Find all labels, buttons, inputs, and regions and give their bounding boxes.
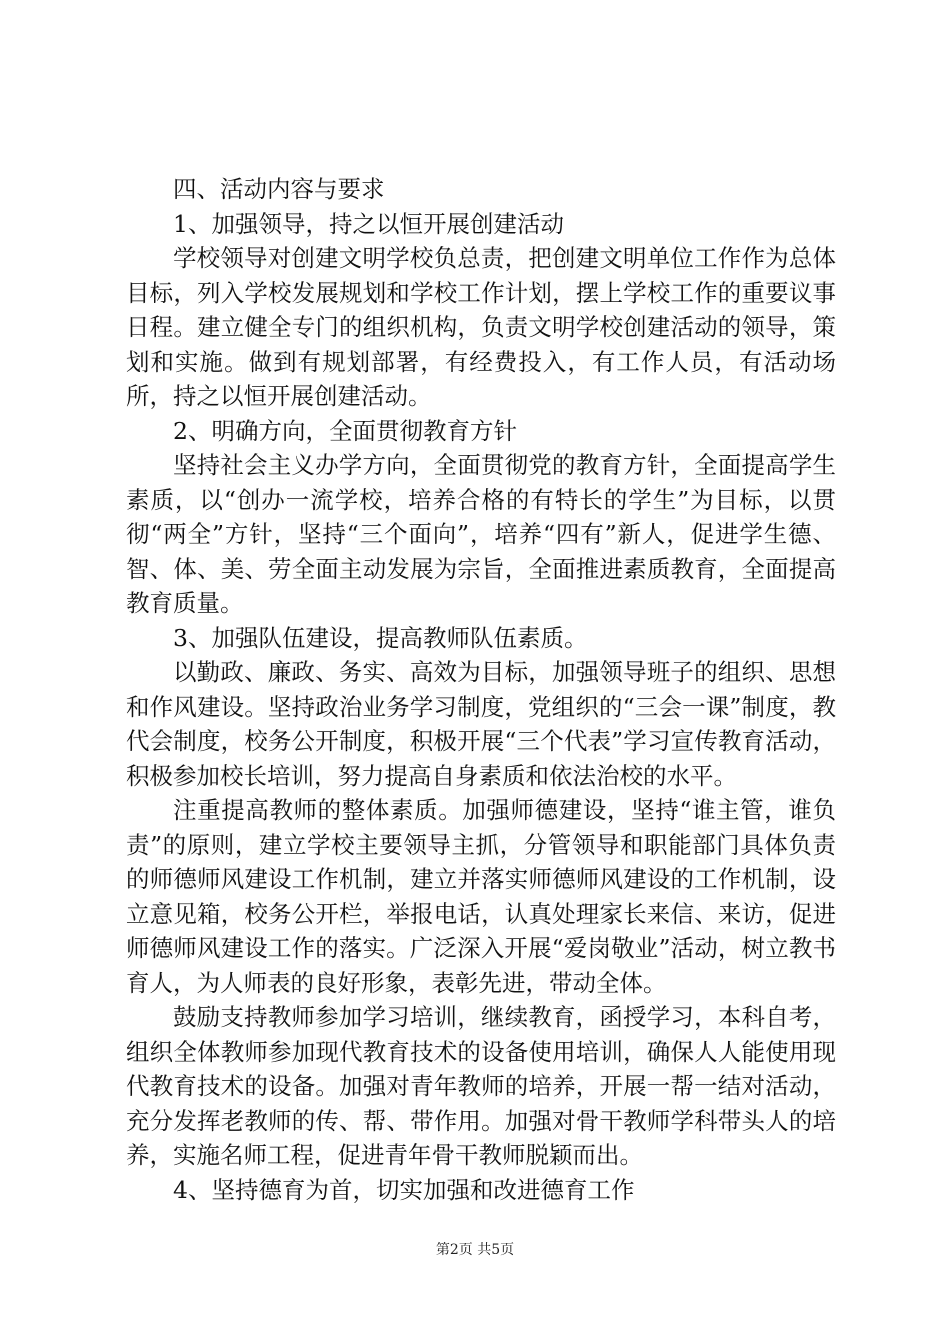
subsection-heading: 1、加强领导，持之以恒开展创建活动 [173, 209, 564, 238]
subsection-heading: 4、坚持德育为首，切实加强和改进德育工作 [173, 1175, 635, 1204]
document-body [126, 172, 836, 1207]
body-paragraph: 鼓励支持教师参加学习培训，继续教育，函授学习，本科自考，组织全体教师参加现代教育技术的设备使用培训，确保人人能使用现代教育技术的设备。加强对青年教师的培养，开展一帮一结对活动，充分发挥老教师的传、帮、带作用。加强对骨干教师学科带头人的培养，实施名师工程，促进青年骨干教师脱颖而出。 [126, 1003, 836, 1169]
body-paragraph: 注重提高教师的整体素质。加强师德建设，坚持“谁主管，谁负责”的原则，建立学校主要领导主抓，分管领导和职能部门具体负责的师德师风建设工作机制，建立并落实师德师风建设的工作机制，设立意见箱，校务公开栏，举报电话，认真处理家长来信、来访，促进师德师风建设工作的落实。广泛深入开展“爱岗敬业”活动，树立教书育人，为人师表的良好形象，表彰先进，带动全体。 [126, 796, 836, 997]
subsection-heading: 3、加强队伍建设，提高教师队伍素质。 [173, 623, 588, 652]
section-heading: 四、活动内容与要求 [173, 175, 385, 203]
body-paragraph: 坚持社会主义办学方向，全面贯彻党的教育方针，全面提高学生素质，以“创办一流学校，培养合格的有特长的学生”为目标，以贯彻“两全”方针，坚持“三个面向”，培养“四有”新人，促进学生德、智、体、美、劳全面主动发展为宗旨，全面推进素质教育，全面提高教育质量。 [126, 451, 836, 617]
body-paragraph: 以勤政、廉政、务实、高效为目标，加强领导班子的组织、思想和作风建设。坚持政治业务学习制度，党组织的“三会一课”制度，教代会制度，校务公开制度，积极开展“三个代表”学习宣传教育活动，积极参加校长培训，努力提高自身素质和依法治校的水平。 [126, 658, 836, 790]
page-footer: 第2页 共5页 [435, 1242, 515, 1258]
body-paragraph: 学校领导对创建文明学校负总责，把创建文明单位工作作为总体目标，列入学校发展规划和学校工作计划，摆上学校工作的重要议事日程。建立健全专门的组织机构，负责文明学校创建活动的领导，策划和实施。做到有规划部署，有经费投入，有工作人员，有活动场所，持之以恒开展创建活动。 [126, 244, 836, 410]
subsection-heading: 2、明确方向，全面贯彻教育方针 [173, 416, 517, 445]
